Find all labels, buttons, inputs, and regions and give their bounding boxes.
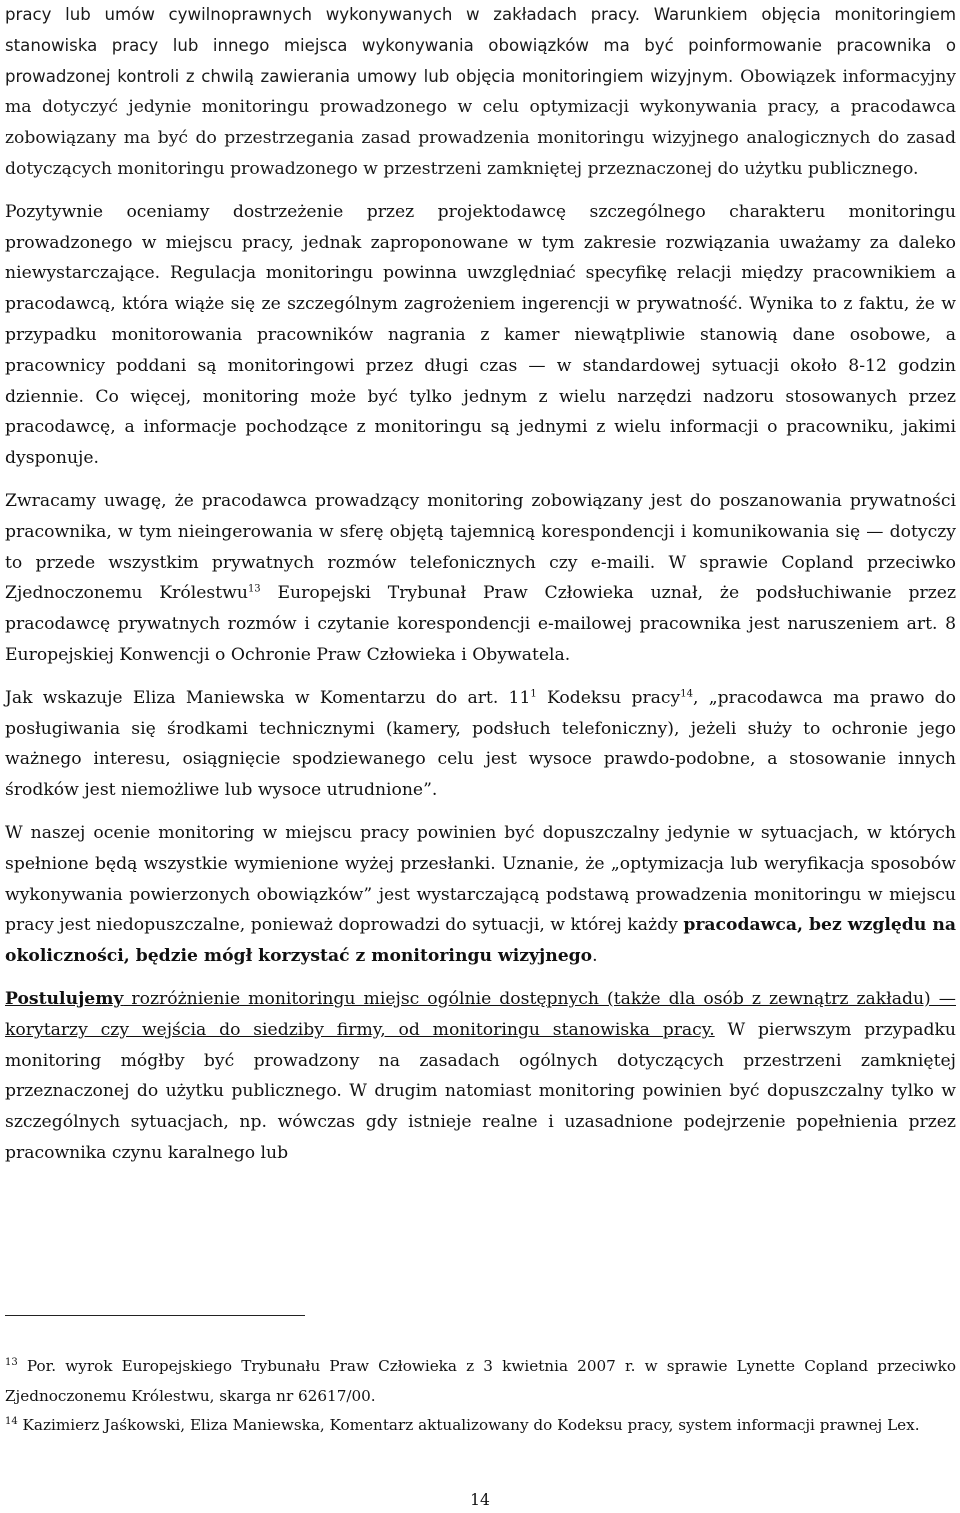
page-number: 14 <box>470 1491 490 1509</box>
paragraph-positive-assessment: Pozytywnie oceniamy dostrzeżenie przez projektodawcę szczególnego charakteru monitoringu prowadzonego w miejscu pracy, jednak zaproponowane w tym zakresie rozwiązania uważamy za daleko niewystarczające. Regulacja monitoringu powinna uwzględniać specyfikę relacji między pracownikiem a pracodawcą, która wiąże się ze szczególnym zagrożeniem ingerencji w prywatność. Wynika to z faktu, że w przypadku monitorowania pracowników nagrania z kamer niewątpliwie stanowią dane osobowe, a pracownicy poddani są monitoringowi przez długi czas — w standardowej sytuacji około 8-12 godzin dziennie. Co więcej, monitoring może być tylko jednym z wielu narzędzi nadzoru stosowanych przez pracodawcę, a informacje pochodzące z monitoringu są jednymi z wielu informacji o pracowniku, jakimi dysponuje. <box>5 201 956 469</box>
paragraph-bold-text: pracodawca, bez względu na okoliczności, będzie mógł korzystać z monitoringu wizyjnego <box>5 915 956 967</box>
footnote-reference-13[interactable]: 13 <box>247 583 261 595</box>
footnote-reference-14[interactable]: 14 <box>680 688 693 699</box>
footnote-13 <box>5 1352 956 1411</box>
paragraph-text-sans: pracy lub umów cywilnoprawnych wykonywanych w zakładach pracy. Warunkiem objęcia monitoringiem stanowiska pracy lub innego miejsca wykonywania obowiązków ma być poinformowanie pracownika o prowadzonej kontroli z chwilą zawierania umowy lub objęcia monitoringiem wizyjnym. <box>5 5 956 86</box>
footnote-separator <box>5 1315 305 1316</box>
paragraph-postulate <box>5 984 956 1169</box>
footnotes-section <box>5 1352 956 1441</box>
paragraph-underlined-text: rozróżnienie monitoringu miejsc ogólnie dostępnych (także dla osób z zewnątrz zakładu) — korytarzy czy wejścia do siedziby firmy, od monitoringu stanowiska pracy. <box>5 988 956 1040</box>
paragraph-text: Jak wskazuje Eliza Maniewska w Komentarzu do art. 11 <box>5 687 531 708</box>
paragraph-text: Zwracamy uwagę, że pracodawca prowadzący monitoring zobowiązany jest do poszanowania prywatności pracownika, w tym nieingerowania w sferę objętą tajemnicą korespondencji i komunikowania się — dotyczy to przede wszystkim prywatnych rozmów telefonicznych czy e-maili. W sprawie Copland przeciwko Zjednoczonemu Królestwu <box>5 490 956 604</box>
paragraph-text: . <box>592 946 598 967</box>
paragraph-text: Kodeksu pracy <box>536 687 681 708</box>
paragraph-text: W pierwszym przypadku monitoring mógłby być prowadzony na zasadach ogólnych dotyczących przestrzeni zamkniętej przeznaczonej do użytku publicznego. W drugim natomiast monitoring powinien być dopuszczalny tylko w szczególnych sytuacjach, np. wówczas gdy istnieje realne i uzasadnione podejrzenie popełnienia przez pracownika czynu karalnego lub <box>5 1019 956 1163</box>
footnote-text: Por. wyrok Europejskiego Trybunału Praw Człowieka z 3 kwietnia 2007 r. w sprawie Lynette Copland przeciwko Zjednoczonemu Królestwu, skarga nr 62617/00. <box>5 1357 956 1405</box>
paragraph-text-serif: Obowiązek informacyjny ma dotyczyć jedynie monitoringu prowadzonego w celu optymizacji wykonywania pracy, a pracodawca zobowiązany ma być do przestrzegania zasad prowadzenia monitoringu wizyjnego analogicznych do zasad dotyczących monitoringu prowadzonego w przestrzeni zamkniętej przeznaczonej do użytku publicznego. <box>5 66 957 179</box>
footnote-number: 13 <box>5 1356 18 1368</box>
paragraph-text: Europejski Trybunał Praw Człowieka uznał, że podsłuchiwanie przez pracodawcę prywatnych rozmów i czytanie korespondencji e-mailowej pracownika jest naruszeniem art. 8 Europejskiej Konwencji o Ochronie Praw Człowieka i Obywatela. <box>5 583 957 665</box>
footnote-number: 14 <box>5 1415 18 1427</box>
paragraph-our-assessment <box>5 818 956 972</box>
paragraph-monitoring-information <box>5 0 956 185</box>
document-page <box>5 0 956 1181</box>
postulate-keyword: Postulujemy <box>5 988 124 1009</box>
superscript-article-index: 1 <box>530 688 537 699</box>
paragraph-text: W naszej ocenie monitoring w miejscu pracy powinien być dopuszczalny jedynie w sytuacjach, w których spełnione będą wszystkie wymienione wyżej przesłanki. Uznanie, że „optymizacja lub weryfikacja sposobów wykonywania powierzonych obowiązków” jest wystarczającą podstawą prowadzenia monitoringu w miejscu pracy jest niedopuszczalne, ponieważ doprowadzi do sytuacji, w której każdy <box>5 822 956 936</box>
paragraph-text: , „pracodawca ma prawo do posługiwania się środkami technicznymi (kamery, podsłuch telefoniczny), jeżeli służy to ochronie jego ważnego interesu, osiągnięcie spodziewanego celu jest wysoce prawdo-podobne, a stosowanie innych środków jest niemożliwe lub wysoce utrudnione”. <box>5 687 956 801</box>
footnote-14 <box>5 1411 956 1441</box>
paragraph-maniewska-quote <box>5 683 956 806</box>
footnote-text: Kazimierz Jaśkowski, Eliza Maniewska, Komentarz aktualizowany do Kodeksu pracy, system informacji prawnej Lex. <box>17 1416 920 1434</box>
paragraph-copland-case <box>5 486 956 671</box>
